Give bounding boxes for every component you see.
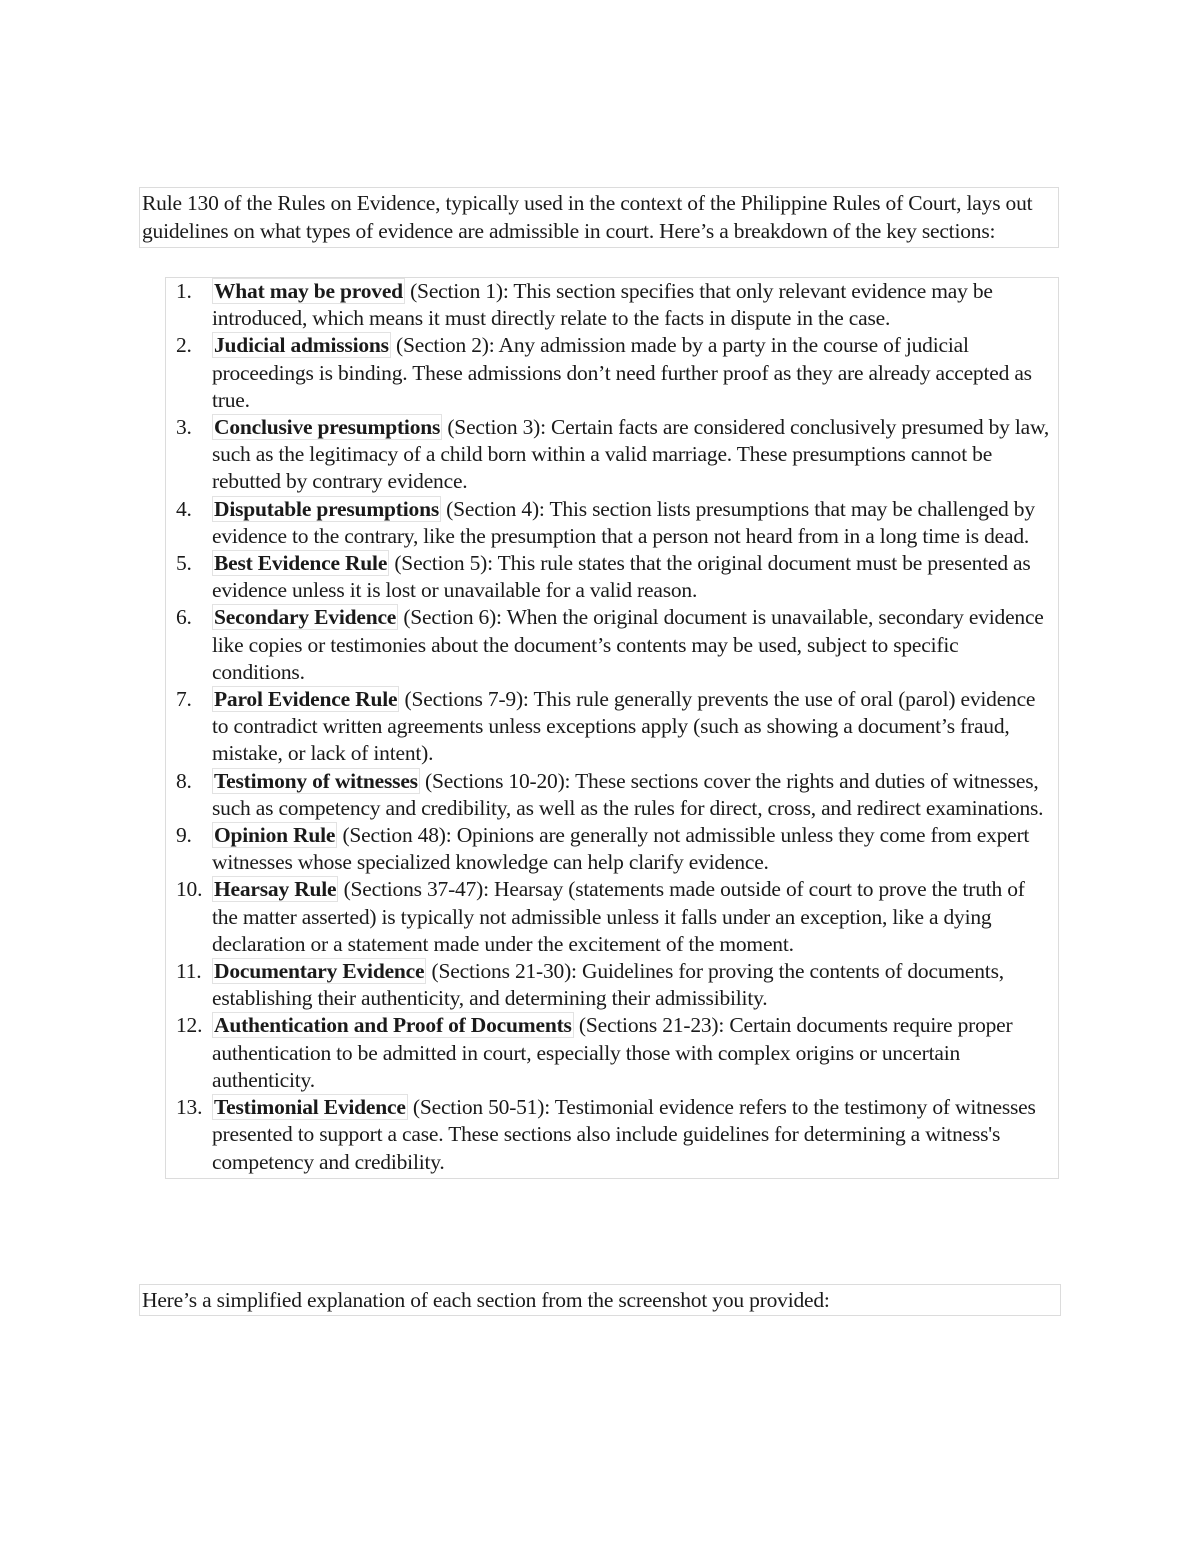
list-item (166, 1094, 1054, 1176)
list-item-text: (Section 48): Opinions are generally not admissible unless they come from expert witnesses whose specialized knowledge can help clarify evidence. (212, 823, 1030, 875)
list-item-number: 11. (176, 959, 202, 984)
list-item-term: Conclusive presumptions (214, 415, 441, 440)
list-item-term: Opinion Rule (214, 823, 336, 848)
list-item-text: (Sections 21-23): Certain documents require proper authentication to be admitted in court, especially those with complex origins or uncertain authenticity. (212, 1013, 1013, 1092)
list-item-text: (Section 3): Certain facts are considered conclusively presumed by law, such as the legitimacy of a child born within a valid marriage. These presumptions cannot be rebutted by contrary evidence. (212, 415, 1050, 494)
list-item-text: (Sections 7-9): This rule generally prevents the use of oral (parol) evidence to contradict written agreements unless exceptions apply (such as showing a document’s fraud, mistake, or lack of intent). (212, 687, 1036, 766)
list-item-number: 3. (176, 415, 192, 440)
list-item (166, 1012, 1054, 1094)
list-item-number: 12. (176, 1013, 203, 1038)
list-item-number: 8. (176, 768, 192, 793)
intro-paragraph: Rule 130 of the Rules on Evidence, typically used in the context of the Philippine Rules of Court, lays out guidelines on what types of evidence are admissible in court. Here’s a breakdown of the key sections: (139, 187, 1059, 248)
list-item (166, 496, 1054, 550)
list-item-number: 7. (176, 687, 192, 712)
list-item-term: Authentication and Proof of Documents (214, 1013, 572, 1038)
list-item-number: 13. (176, 1095, 203, 1120)
list-item (166, 332, 1054, 414)
list-item-number: 2. (176, 333, 192, 358)
list-item-number: 5. (176, 551, 192, 576)
list-item (166, 550, 1054, 604)
closing-paragraph: Here’s a simplified explanation of each section from the screenshot you provided: (139, 1284, 1061, 1316)
list-item (166, 876, 1054, 958)
list-item-term: Secondary Evidence (214, 605, 397, 630)
list-item-term: Testimonial Evidence (214, 1095, 406, 1120)
list-item-term: What may be proved (214, 279, 403, 303)
list-item-text: (Sections 21-30): Guidelines for proving the contents of documents, establishing their authenticity, and determining their admissibility. (212, 959, 1004, 1011)
list-item-text: (Section 5): This rule states that the original document must be presented as evidence unless it is lost or unavailable for a valid reason. (212, 551, 1031, 603)
list-item-number: 10. (176, 877, 203, 902)
list-item-term: Parol Evidence Rule (214, 687, 398, 712)
sections-list-container (165, 277, 1059, 1179)
list-item-term: Documentary Evidence (214, 959, 425, 984)
list-item (166, 822, 1054, 876)
list-item (166, 414, 1054, 496)
list-item-number: 4. (176, 496, 192, 521)
list-item (166, 604, 1054, 686)
list-item-number: 1. (176, 279, 192, 303)
list-item-term: Hearsay Rule (214, 877, 337, 902)
list-item-text: (Section 1): This section specifies that only relevant evidence may be introduced, which means it must directly relate to the facts in dispute in the case. (212, 279, 993, 331)
list-item-text: (Sections 10-20): These sections cover the rights and duties of witnesses, such as competency and credibility, as well as the rules for direct, cross, and redirect examinations. (212, 768, 1044, 820)
sections-list (166, 278, 1054, 1176)
list-item (166, 958, 1054, 1012)
list-item (166, 686, 1054, 768)
list-item-number: 9. (176, 823, 192, 848)
list-item (166, 278, 1054, 332)
list-item (166, 768, 1054, 822)
list-item-term: Testimony of witnesses (214, 768, 418, 793)
list-item-term: Judicial admissions (214, 333, 389, 358)
list-item-text: (Section 6): When the original document is unavailable, secondary evidence like copies or testimonies about the document’s contents may be used, subject to specific conditions. (212, 605, 1044, 684)
list-item-number: 6. (176, 605, 192, 630)
list-item-text: (Section 4): This section lists presumptions that may be challenged by evidence to the contrary, like the presumption that a person not heard from in a long time is dead. (212, 496, 1035, 548)
list-item-term: Best Evidence Rule (214, 551, 388, 576)
list-item-text: (Section 50-51): Testimonial evidence refers to the testimony of witnesses presented to support a case. These sections also include guidelines for determining a witness's competency and credibility. (212, 1095, 1036, 1174)
list-item-text: (Sections 37-47): Hearsay (statements made outside of court to prove the truth of the matter asserted) is typically not admissible unless it falls under an exception, like a dying declaration or a statement made under the excitement of the moment. (212, 877, 1025, 956)
list-item-term: Disputable presumptions (214, 496, 439, 521)
list-item-text: (Section 2): Any admission made by a party in the course of judicial proceedings is binding. These admissions don’t need further proof as they are already accepted as true. (212, 333, 1032, 412)
